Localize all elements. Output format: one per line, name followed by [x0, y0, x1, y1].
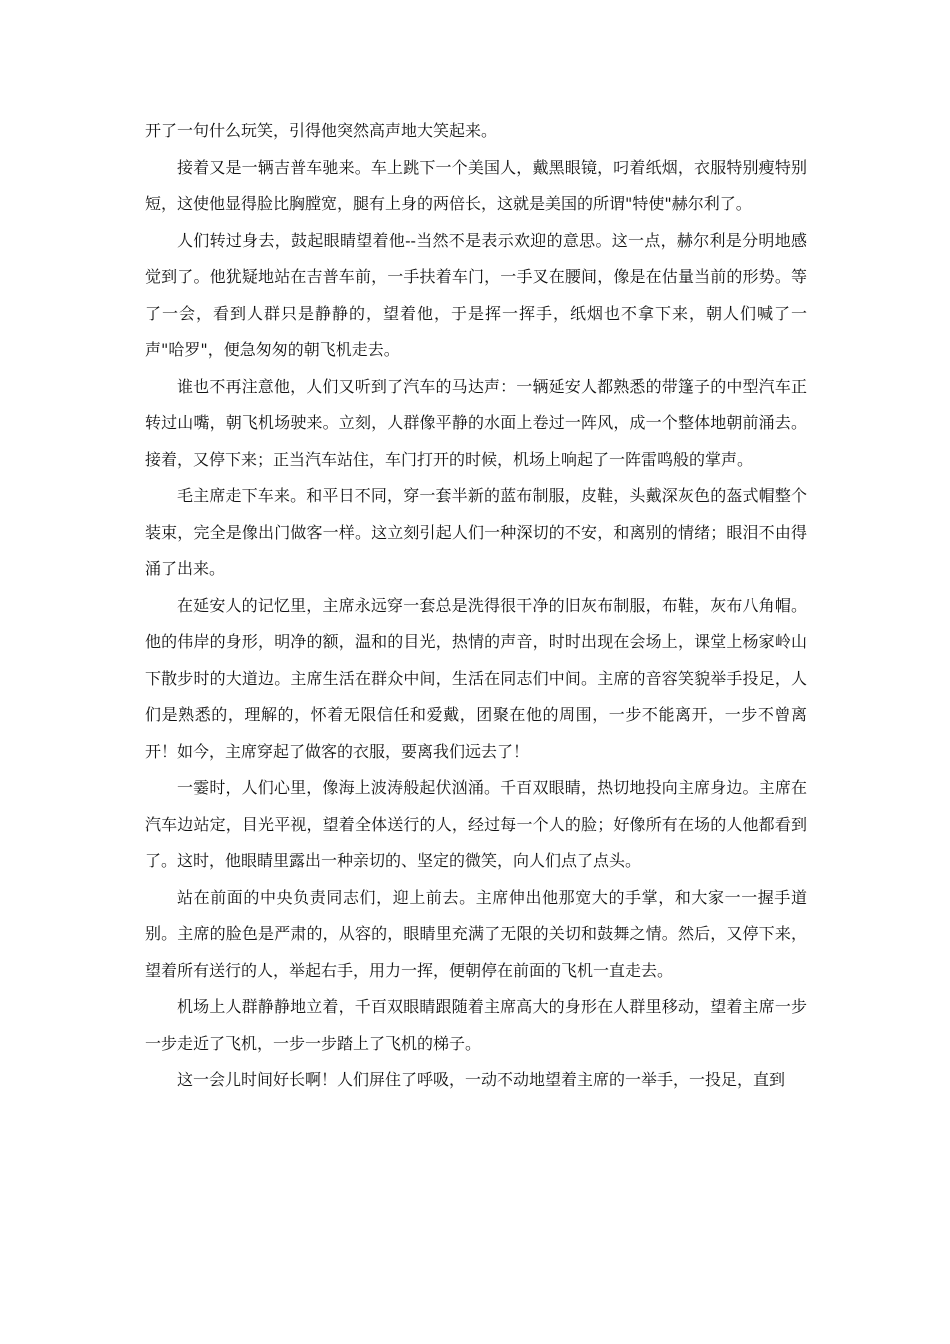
paragraph: 开了一句什么玩笑，引得他突然高声地大笑起来。 — [145, 121, 498, 140]
paragraph: 这一会儿时间好长啊！人们屏住了呼吸，一动不动地望着主席的一举手，一投足，直到 — [177, 1070, 786, 1089]
paragraph: 机场上人群静静地立着，千百双眼睛跟随着主席高大的身形在人群里移动，望着主席一步一步走近了飞机，一步一步踏上了飞机的梯子。 — [145, 997, 807, 1053]
paragraph: 毛主席走下车来。和平日不同，穿一套半新的蓝布制服，皮鞋，头戴深灰色的盔式帽整个装束，完全是像出门做客一样。这立刻引起人们一种深切的不安，和离别的情绪；眼泪不由得涌了出来。 — [145, 486, 807, 578]
paragraph: 接着又是一辆吉普车驰来。车上跳下一个美国人，戴黑眼镜，叼着纸烟，衣服特别瘦特别短，这使他显得脸比胸膛宽，腿有上身的两倍长，这就是美国的所谓"特使"赫尔利了。 — [145, 157, 807, 213]
paragraph: 谁也不再注意他，人们又听到了汽车的马达声：一辆延安人都熟悉的带篷子的中型汽车正转过山嘴，朝飞机场驶来。立刻，人群像平静的水面上卷过一阵风，成一个整体地朝前涌去。接着，又停下来；正当汽车站住，车门打开的时候，机场上响起了一阵雷鸣般的掌声。 — [145, 376, 807, 469]
document-page — [145, 113, 807, 1099]
paragraph: 人们转过身去，鼓起眼睛望着他--当然不是表示欢迎的意思。这一点，赫尔利是分明地感觉到了。他犹疑地站在吉普车前，一手扶着车门，一手叉在腰间，像是在估量当前的形势。等了一会，看到人群只是静静的，望着他，于是挥一挥手，纸烟也不拿下来，朝人们喊了一声"哈罗"，便急匆匆的朝飞机走去。 — [145, 230, 807, 359]
paragraph: 一霎时，人们心里，像海上波涛般起伏汹涌。千百双眼睛，热切地投向主席身边。主席在汽车边站定，目光平视，望着全体送行的人，经过每一个人的脸；好像所有在场的人他都看到了。这时，他眼睛里露出一种亲切的、坚定的微笑，向人们点了点头。 — [145, 778, 807, 870]
paragraph: 在延安人的记忆里，主席永远穿一套总是洗得很干净的旧灰布制服，布鞋，灰布八角帽。他的伟岸的身形，明净的额，温和的目光，热情的声音，时时出现在会场上，课堂上杨家岭山下散步时的大道边。主席生活在群众中间，生活在同志们中间。主席的音容笑貌举手投足，人们是熟悉的，理解的，怀着无限信任和爱戴，团聚在他的周围，一步不能离开，一步不曾离开！如今，主席穿起了做客的衣服，要离我们远去了！ — [145, 595, 807, 761]
paragraph: 站在前面的中央负责同志们，迎上前去。主席伸出他那宽大的手掌，和大家一一握手道别。主席的脸色是严肃的，从容的，眼睛里充满了无限的关切和鼓舞之情。然后，又停下来，望着所有送行的人，举起右手，用力一挥，便朝停在前面的飞机一直走去。 — [145, 887, 807, 980]
